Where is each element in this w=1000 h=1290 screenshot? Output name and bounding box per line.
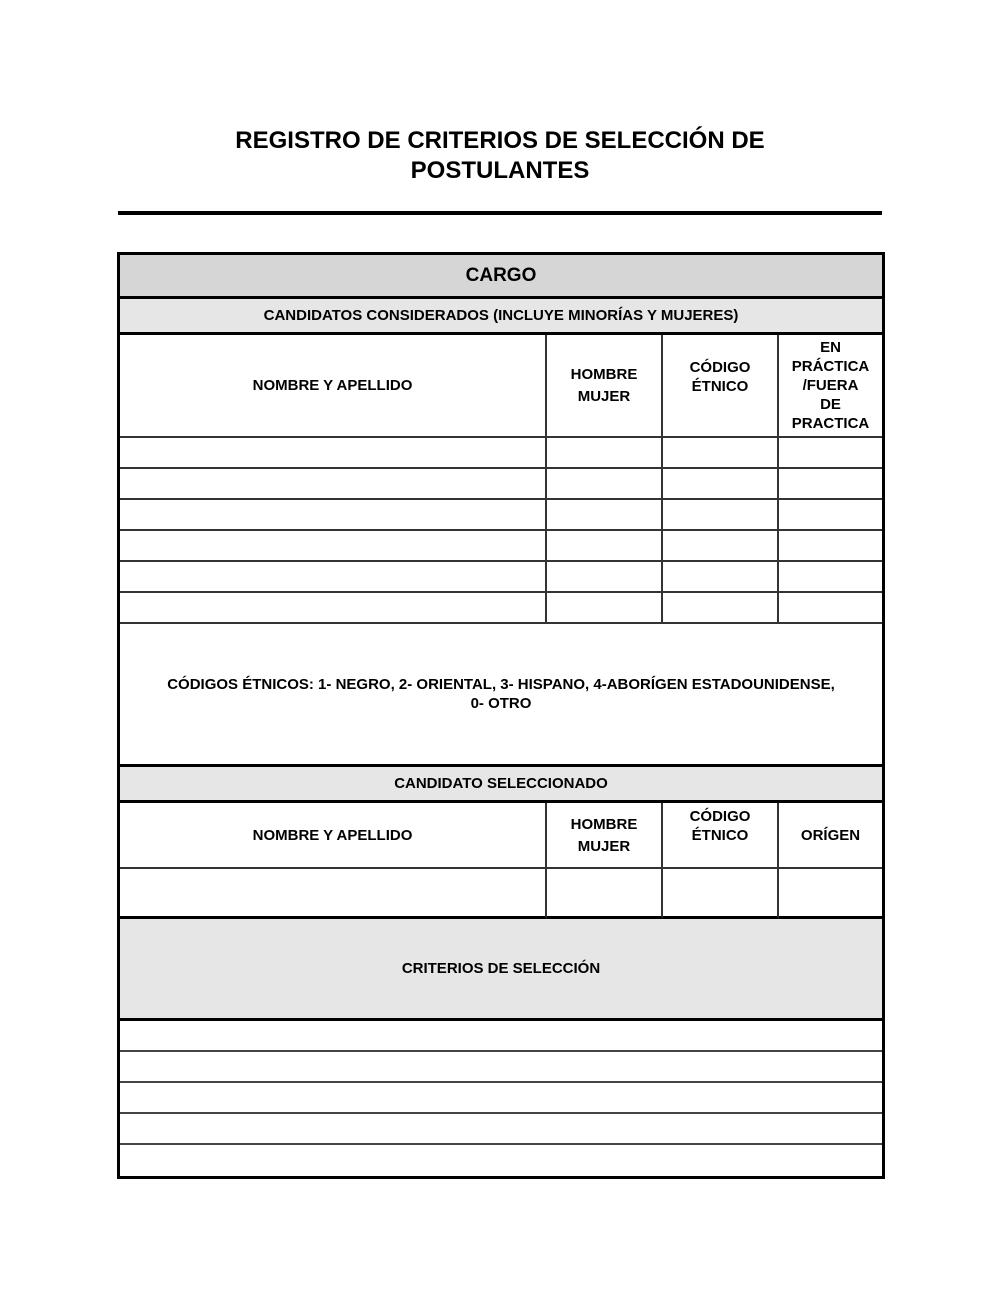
col-header-name: NOMBRE Y APELLIDO [120,335,547,438]
cell-gender[interactable] [547,562,663,593]
col-header-gender [547,335,663,438]
ethnic-codes-line-1: CÓDIGOS ÉTNICOS: 1- NEGRO, 2- ORIENTAL, 3- HISPANO, 4-ABORÍGEN ESTADOUNIDENSE, [167,676,835,693]
cell-practice[interactable] [779,531,882,562]
cell-practice[interactable] [779,500,882,531]
sel-cell-name[interactable] [120,869,547,919]
cell-name[interactable] [120,500,547,531]
title-divider [118,211,882,215]
sel-col-header-origin: ORÍGEN [779,803,882,869]
cell-ethnic-code[interactable] [663,500,779,531]
sel-code-line-1: CÓDIGO [689,808,751,825]
practice-line-5: PRACTICA [791,415,870,432]
title-line-1: REGISTRO DE CRITERIOS DE SELECCIÓN DE [235,127,765,154]
sel-cell-gender[interactable] [547,869,663,919]
criteria-heading [120,919,882,1021]
sel-col-header-name: NOMBRE Y APELLIDO [120,803,547,869]
title-line-2: POSTULANTES [410,157,590,184]
considered-table [120,335,882,624]
cell-ethnic-code[interactable] [663,593,779,624]
cell-name[interactable] [120,562,547,593]
sel-col-header-gender [547,803,663,869]
document-title [0,126,1000,186]
criteria-line[interactable] [120,1021,882,1052]
cell-ethnic-code[interactable] [663,469,779,500]
considered-heading [120,299,882,335]
code-line-2: ÉTNICO [691,378,749,395]
criteria-line[interactable] [120,1145,882,1176]
practice-line-4: DE [820,396,841,413]
cell-gender[interactable] [547,500,663,531]
selected-heading-text: CANDIDATO SELECCIONADO [394,775,608,792]
sel-gender-line-1: HOMBRE [570,815,638,833]
criteria-lines [120,1021,882,1176]
sel-cell-origin[interactable] [779,869,882,919]
cell-gender[interactable] [547,469,663,500]
gender-line-2: MUJER [577,388,631,405]
criteria-heading-text: CRITERIOS DE SELECCIÓN [401,960,601,977]
ethnic-codes-legend [120,624,882,767]
cargo-field[interactable] [120,255,882,299]
ethnic-codes-line-2: 0- OTRO [470,695,532,712]
cell-name[interactable] [120,438,547,469]
cell-name[interactable] [120,531,547,562]
considered-heading-text: CANDIDATOS CONSIDERADOS (INCLUYE MINORÍAS Y MUJERES) [263,307,739,324]
selected-table [120,803,882,919]
cell-gender[interactable] [547,438,663,469]
cell-ethnic-code[interactable] [663,562,779,593]
cell-practice[interactable] [779,469,882,500]
col-header-practice [779,335,882,438]
criteria-line[interactable] [120,1052,882,1083]
cell-gender[interactable] [547,531,663,562]
gender-line-1: HOMBRE [570,366,638,383]
sel-col-header-ethnic-code [663,803,779,869]
cell-practice[interactable] [779,438,882,469]
cargo-label: CARGO [465,264,537,286]
code-line-1: CÓDIGO [689,359,751,376]
sel-gender-line-2: MUJER [577,837,631,855]
cell-name[interactable] [120,593,547,624]
selected-heading [120,767,882,803]
cell-ethnic-code[interactable] [663,438,779,469]
practice-line-3: /FUERA [802,377,859,394]
selection-form [117,252,885,1179]
cell-gender[interactable] [547,593,663,624]
criteria-line[interactable] [120,1114,882,1145]
practice-line-1: EN [820,339,841,356]
cell-ethnic-code[interactable] [663,531,779,562]
cell-practice[interactable] [779,593,882,624]
cell-name[interactable] [120,469,547,500]
col-header-ethnic-code [663,335,779,438]
sel-code-line-2: ÉTNICO [691,827,749,844]
cell-practice[interactable] [779,562,882,593]
practice-line-2: PRÁCTICA [791,358,870,375]
criteria-line[interactable] [120,1083,882,1114]
sel-cell-ethnic-code[interactable] [663,869,779,919]
